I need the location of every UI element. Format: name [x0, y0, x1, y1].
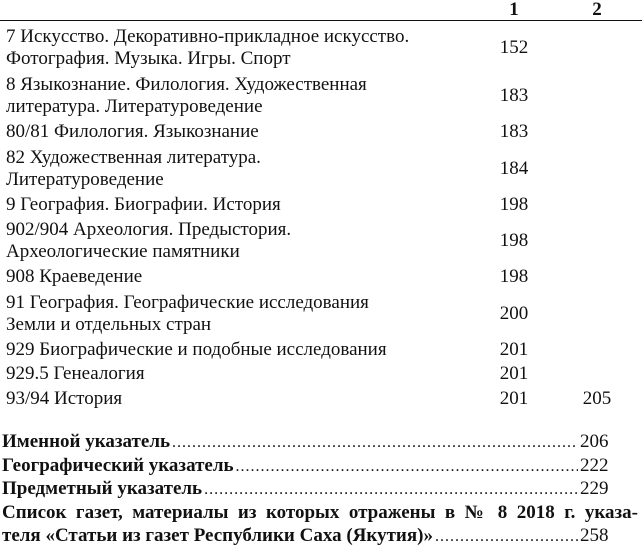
index-entry-page: 229 — [580, 478, 609, 499]
row-value-1: 198 — [499, 230, 529, 251]
index-entry-title: Предметный указатель — [2, 478, 203, 499]
index-entry-title: Список газет, материалы из которых отражены в № 8 2018 г. указа- — [2, 501, 638, 523]
index-entry — [0, 524, 642, 548]
index-entry — [0, 501, 642, 525]
column-header-2: 2 — [592, 0, 602, 20]
row-label-line: 7 Искусство. Декоративно-прикладное искусство. — [6, 26, 410, 47]
row-label — [0, 219, 486, 263]
table-row — [0, 120, 642, 145]
row-label — [0, 339, 486, 361]
row-label-line: 80/81 Филология. Языкознание — [6, 121, 259, 143]
index-entry-title: теля «Статьи из газет Республики Саха (Якутия)» — [2, 525, 433, 546]
row-label — [0, 26, 486, 70]
index-entry-title: Именной указатель — [2, 431, 171, 452]
row-value-1: 201 — [499, 338, 529, 360]
row-label — [0, 292, 486, 336]
row-label-line: Археологические памятники — [6, 241, 240, 262]
table-row — [0, 24, 642, 72]
row-value-2: 205 — [582, 387, 612, 409]
dot-leader — [204, 478, 578, 502]
row-label — [0, 121, 486, 143]
row-value-1: 200 — [499, 302, 529, 324]
index-list — [0, 430, 642, 548]
row-label-line: 93/94 История — [6, 387, 123, 409]
header-divider — [0, 20, 642, 21]
table-row — [0, 145, 642, 193]
row-label-line: 929.5 Генеалогия — [6, 363, 145, 385]
row-value-1: 201 — [499, 387, 529, 409]
index-entry — [0, 477, 642, 501]
row-label-line: литература. Литературоведение — [6, 96, 263, 117]
row-value-1: 198 — [499, 266, 529, 288]
table-row — [0, 193, 642, 218]
row-label-line: 902/904 Археология. Предыстория. — [6, 219, 292, 240]
row-label-line: Земли и отдельных стран — [6, 313, 212, 335]
index-entry-page: 222 — [580, 454, 609, 476]
row-value-1: 184 — [499, 157, 529, 179]
column-header-1: 1 — [509, 0, 519, 20]
dot-leader — [172, 431, 578, 455]
index-entry — [0, 430, 642, 454]
table-row — [0, 290, 642, 338]
table-row — [0, 217, 642, 265]
table-row — [0, 362, 642, 387]
row-label-line: 9 География. Биографии. История — [6, 193, 281, 215]
row-value-1: 201 — [499, 363, 529, 385]
index-entry — [0, 454, 642, 478]
row-label — [0, 194, 486, 216]
toc-table — [0, 24, 642, 411]
row-value-1: 198 — [499, 193, 529, 215]
dot-leader — [435, 525, 578, 549]
index-entry-page: 258 — [580, 525, 609, 546]
row-label — [0, 147, 486, 191]
row-label — [0, 74, 486, 118]
row-label — [0, 388, 486, 410]
table-row — [0, 72, 642, 120]
table-row — [0, 387, 642, 412]
row-value-1: 183 — [499, 85, 529, 106]
row-label-line: 91 География. Географические исследования — [6, 291, 369, 313]
table-row — [0, 265, 642, 290]
table-row — [0, 338, 642, 363]
row-label — [0, 363, 486, 385]
row-label — [0, 266, 486, 288]
row-label-line: 8 Языкознание. Филология. Художественная — [6, 74, 367, 95]
row-label-line: 908 Краеведение — [6, 266, 143, 288]
row-label-line: Литературоведение — [6, 168, 164, 190]
dot-leader — [236, 455, 578, 479]
row-label-line: 929 Биографические и подобные исследования — [6, 338, 387, 360]
row-value-1: 183 — [499, 121, 529, 143]
index-entry-title: Географический указатель — [2, 454, 234, 476]
row-label-line: 82 Художественная литература. — [6, 146, 261, 168]
index-entry-page: 206 — [580, 431, 609, 452]
row-value-1: 152 — [499, 37, 529, 58]
row-label-line: Фотография. Музыка. Игры. Спорт — [6, 48, 291, 69]
